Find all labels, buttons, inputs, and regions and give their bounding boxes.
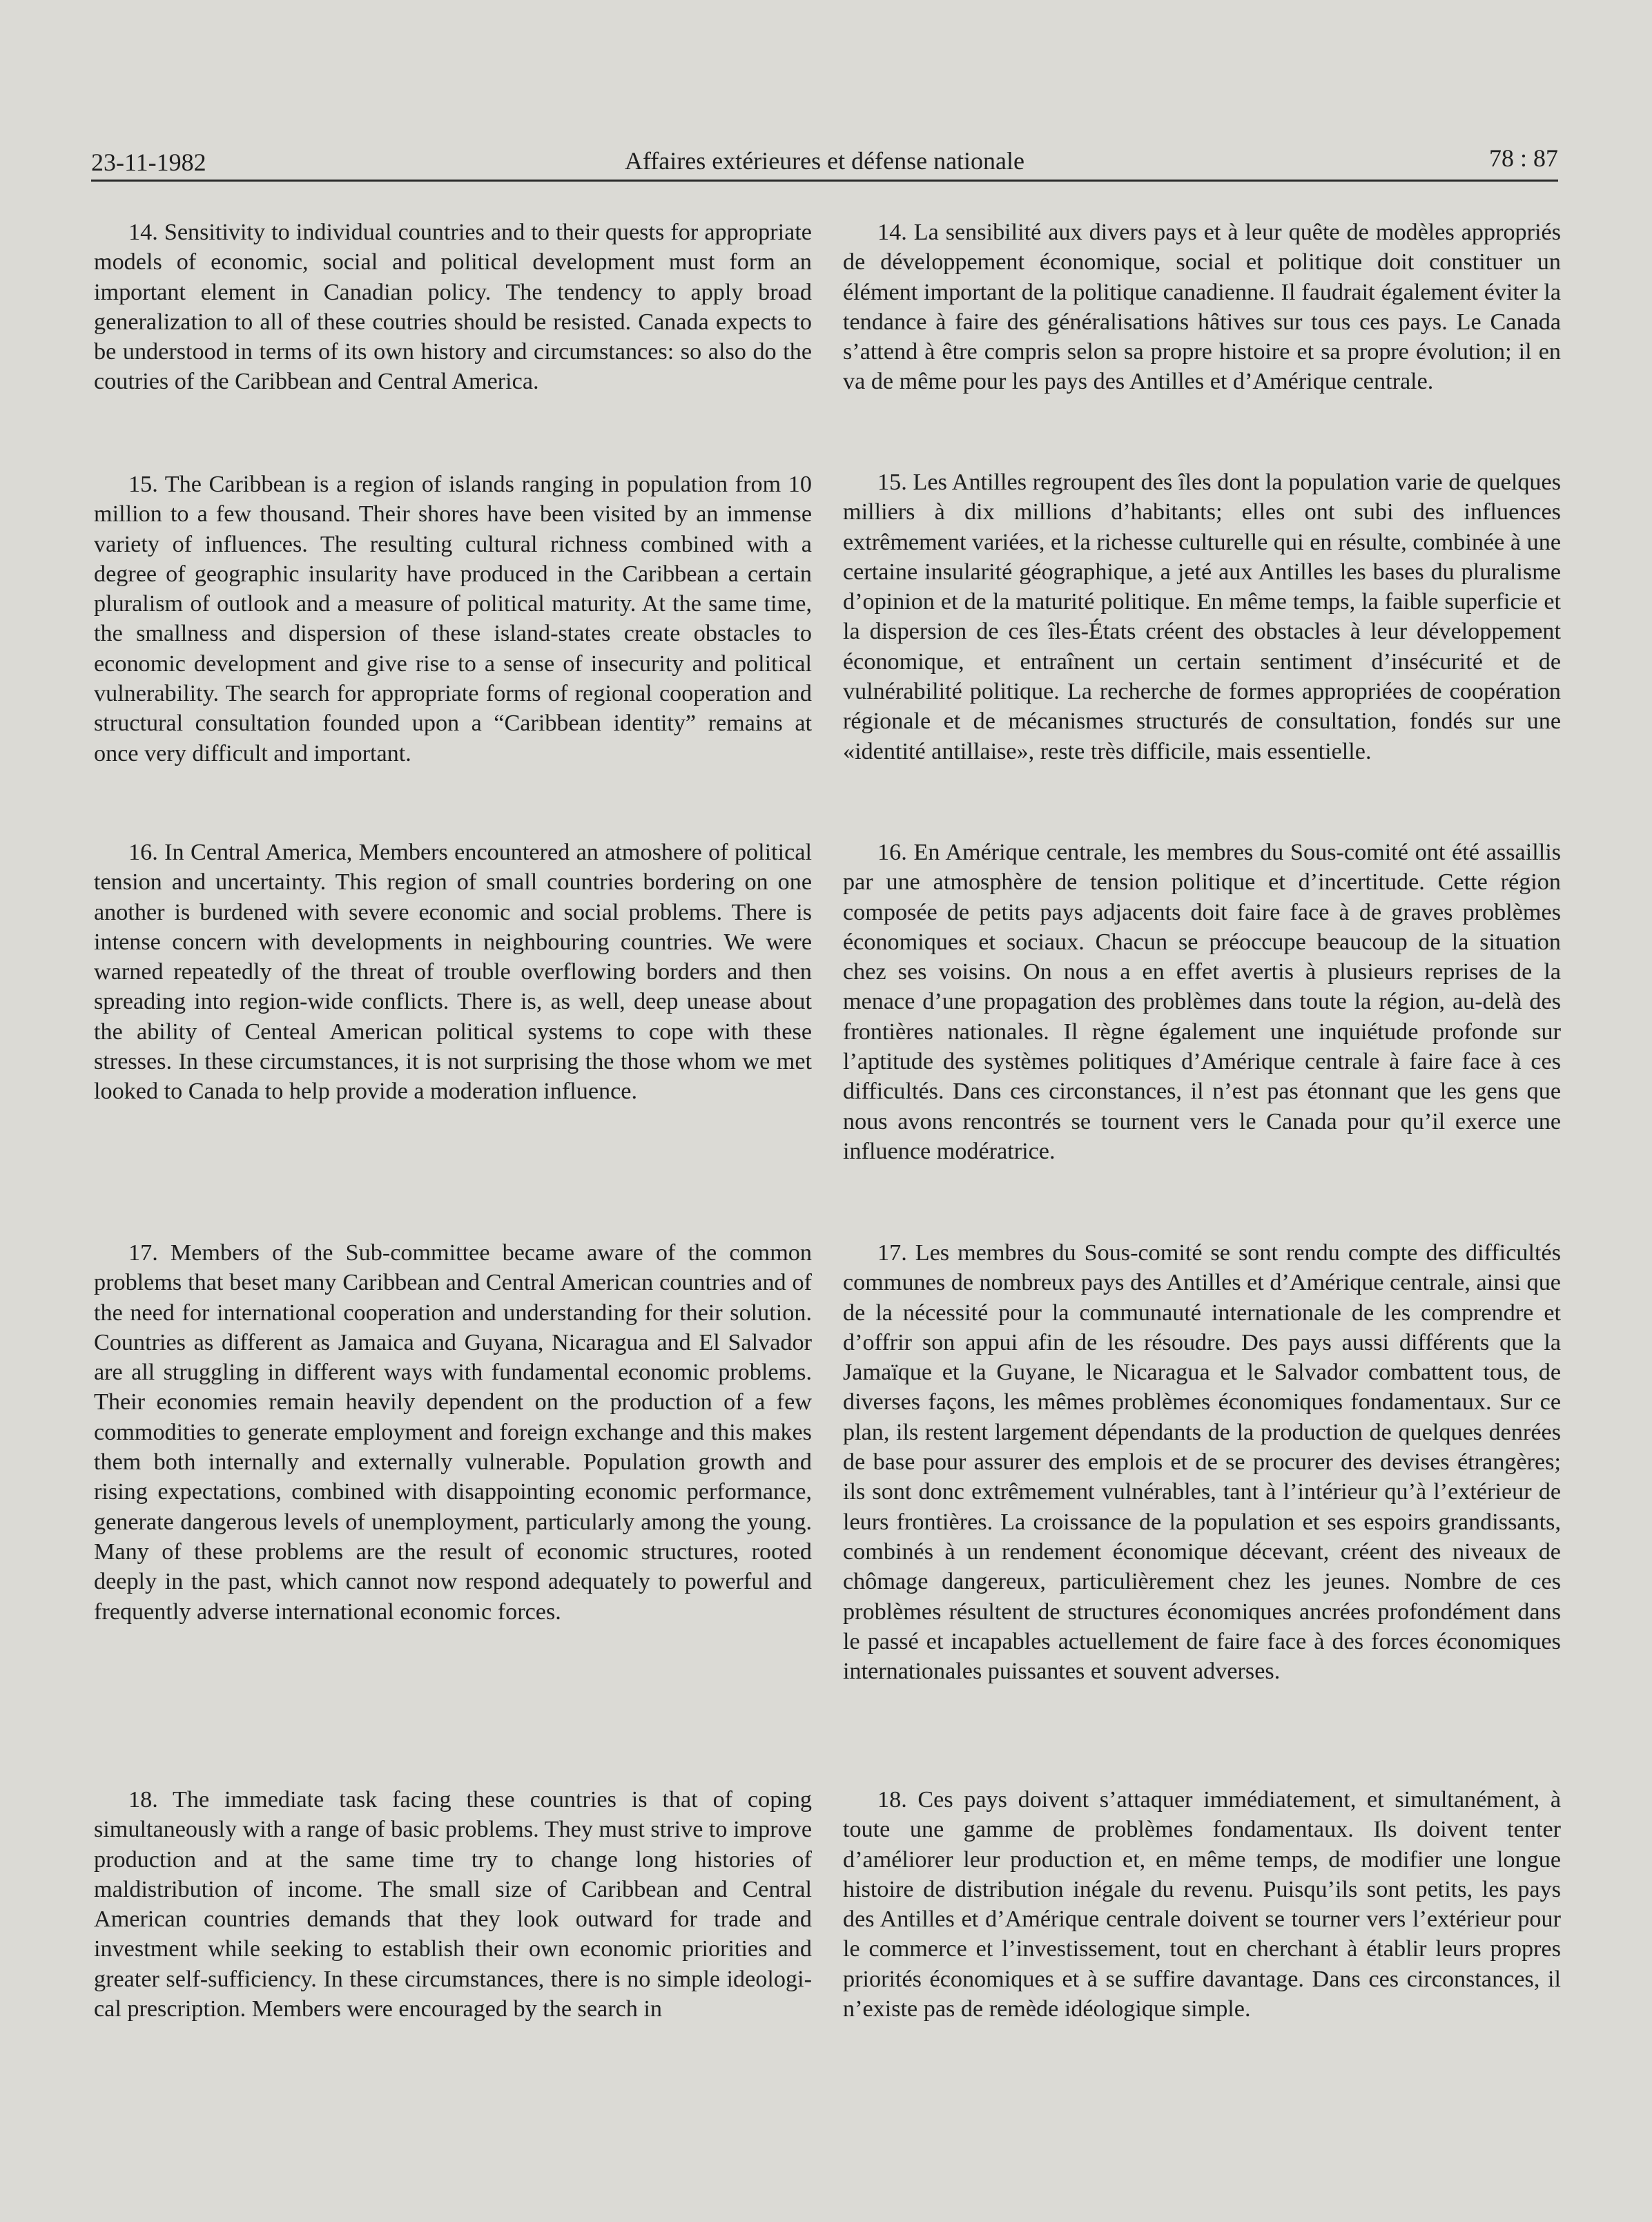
header-date: 23-11-1982 xyxy=(91,148,206,176)
paragraph-fr-18: 18. Ces pays doivent s’attaquer immédiatement, et simultanément, à toute une gamme de problèmes fondamentaux. Ils doivent tenter d’améliorer leur production et, en même temps, de modifier une longue histoire de distribution inégale du revenu. Puisqu’ils sont petits, les pays des Antilles et d’Amérique centrale doivent se tourner vers l’extérieur pour le commerce et l’investissement, tout en cherchant à établir leurs propres priorités économiques et à se suffire davantage. Dans ces circonstances, il n’existe pas de remède idéologique simple. xyxy=(843,1787,1561,2022)
paragraph-fr-14: 14. La sensibilité aux divers pays et à leur quête de modèles appropriés de développement économique, social et politique doit constituer un élément important de la politique canadienne. Il faudrait également éviter la tendance à faire des généralisations hâtives sur tous ces pays. Le Canada s’attend à être compris selon sa propre histoire et sa propre évolution; il en va de même pour les pays des Antilles et d’Amérique centrale. xyxy=(843,220,1561,395)
paragraph-fr-17: 17. Les membres du Sous-comité se sont rendu compte des difficultés communes de nombreux pays des Antilles et d’Amérique centrale, ainsi que de la nécessité pour la communauté internationale de les comprendre et d’offrir son appui afin de les résoudre. Des pays aussi différents que la Jamaïque et la Guyane, le Nicaragua et le Salvador combattent tous, de diverses façons, les mêmes problèmes économiques fondamentaux. Sur ce plan, ils restent largement dépendants de la production de quelques denrées de base pour assurer des emplois et de se procurer des devises étrangères; ils sont donc extrêmement vulnérables, tant à l’intérieur qu’à l’extérieur de leurs frontières. La croissance de la population et ses espoirs grandissants, combinés à un rendement économique décevant, créent des niveaux de chômage dangereux, particulièrement chez les jeunes. Nombre de ces problèmes résultent de structures économiques ancrées profondément dans le passé et incapables actuellement de faire face à des forces économiques internationales puissantes et souvent adverses. xyxy=(843,1240,1561,1685)
header-title: Affaires extérieures et défense nationale xyxy=(624,147,1025,175)
paragraph-en-15: 15. The Caribbean is a region of islands ranging in population from 10 million to a few thousand. Their shores have been visited by an immense variety of influences. The resulting cultural richness combined with a degree of geographic insularity have produced in the Caribbean a certain pluralism of outlook and a measure of political maturity. At the same time, the smallness and dispersion of these island-states create obstacles to economic development and give rise to a sense of insecurity and political vulnerability. The search for appropriate forms of regional cooperation and structural consultation founded upon a “Caribbean identity” remains at once very difficult and important. xyxy=(94,472,812,766)
paragraph-fr-16: 16. En Amérique centrale, les membres du Sous-comité ont été assaillis par une atmosphère de tension politique et d’incertitude. Cette région composée de petits pays adjacents doit faire face à de graves problèmes économiques et sociaux. Chacun se préoccupe beaucoup de la situation chez ses voisins. On nous a en effet avertis à plusieurs reprises de la menace d’une propagation des problèmes dans toute la région, au-delà des frontières nationales. Il règne également une inquiétude profonde sur l’aptitude des systèmes politiques d’Amérique centrale à faire face à ces difficultés. Dans ces circonstances, il n’est pas étonnant que les gens que nous avons rencontrés se tournent vers le Canada pour qu’il exerce une influence modératrice. xyxy=(843,840,1561,1164)
paragraph-en-16: 16. In Central America, Members encountered an atmoshere of political tension and uncertainty. This region of small countries bordering on one another is burdened with severe economic and social problems. There is intense concern with developments in neighbouring countries. We were warned repeatedly of the threat of trouble overflowing borders and then spreading into region-wide conflicts. There is, as well, deep unease about the ability of Centeal American political systems to cope with these stresses. In these circumstances, it is not surprising the those whom we met looked to Canada to help provide a moderation influence. xyxy=(94,840,812,1105)
page-header xyxy=(91,144,1558,182)
paragraph-en-18: 18. The immediate task facing these countries is that of coping simultaneously with a range of basic problems. They must strive to improve production and at the same time try to change long histories of maldistribution of income. The small size of Caribbean and Central American countries demands that they look outward for trade and investment while seeking to establish their own economic priorities and greater self-sufficiency. In these circumstances, there is no simple ideological prescription. Members were encouraged by the search in xyxy=(94,1787,812,2022)
paragraph-en-14: 14. Sensitivity to individual countries and to their quests for appropriate models of economic, social and political development must form an important element in Canadian policy. The tendency to apply broad generalization to all of these coutries should be resisted. Canada expects to be understood in terms of its own history and circumstances: so also do the coutries of the Caribbean and Central America. xyxy=(94,220,812,395)
header-page-ref: 78 : 87 xyxy=(1488,144,1558,172)
paragraph-en-17: 17. Members of the Sub-committee became aware of the common problems that beset many Caribbean and Central American countries and of the need for international cooperation and understanding for their solution. Countries as different as Jamaica and Guyana, Nicaragua and El Salvador are all struggling in different ways with fundamental economic problems. Their economies remain heavily dependent on the production of a few commodities to generate employment and foreign exchange and this makes them both internally and externally vulnerable. Population growth and rising expectations, combined with disappointing economic performance, generate dangerous levels of unemployment, particularly among the young. Many of these problems are the result of economic structures, rooted deeply in the past, which cannot now respond adequately to powerful and frequently adverse international economic forces. xyxy=(94,1240,812,1625)
paragraph-fr-15: 15. Les Antilles regroupent des îles dont la population varie de quelques milliers à dix millions d’habitants; elles ont subi des influences extrêmement variées, et la richesse culturelle qui en résulte, combinée à une certaine insularité géographique, a jeté aux Antilles les bases du pluralisme d’opinion et de la maturité politique. En même temps, la faible superficie et la dispersion de ces îles-États créent des obstacles à leur développement économique, et entraînent un certain sentiment d’insécurité et de vulnérabilité politique. La recherche de formes appropriées de coopération régionale et de mécanismes structurés de consultation, fondés sur une «identité antillaise», reste très difficile, mais essentielle. xyxy=(843,470,1561,764)
